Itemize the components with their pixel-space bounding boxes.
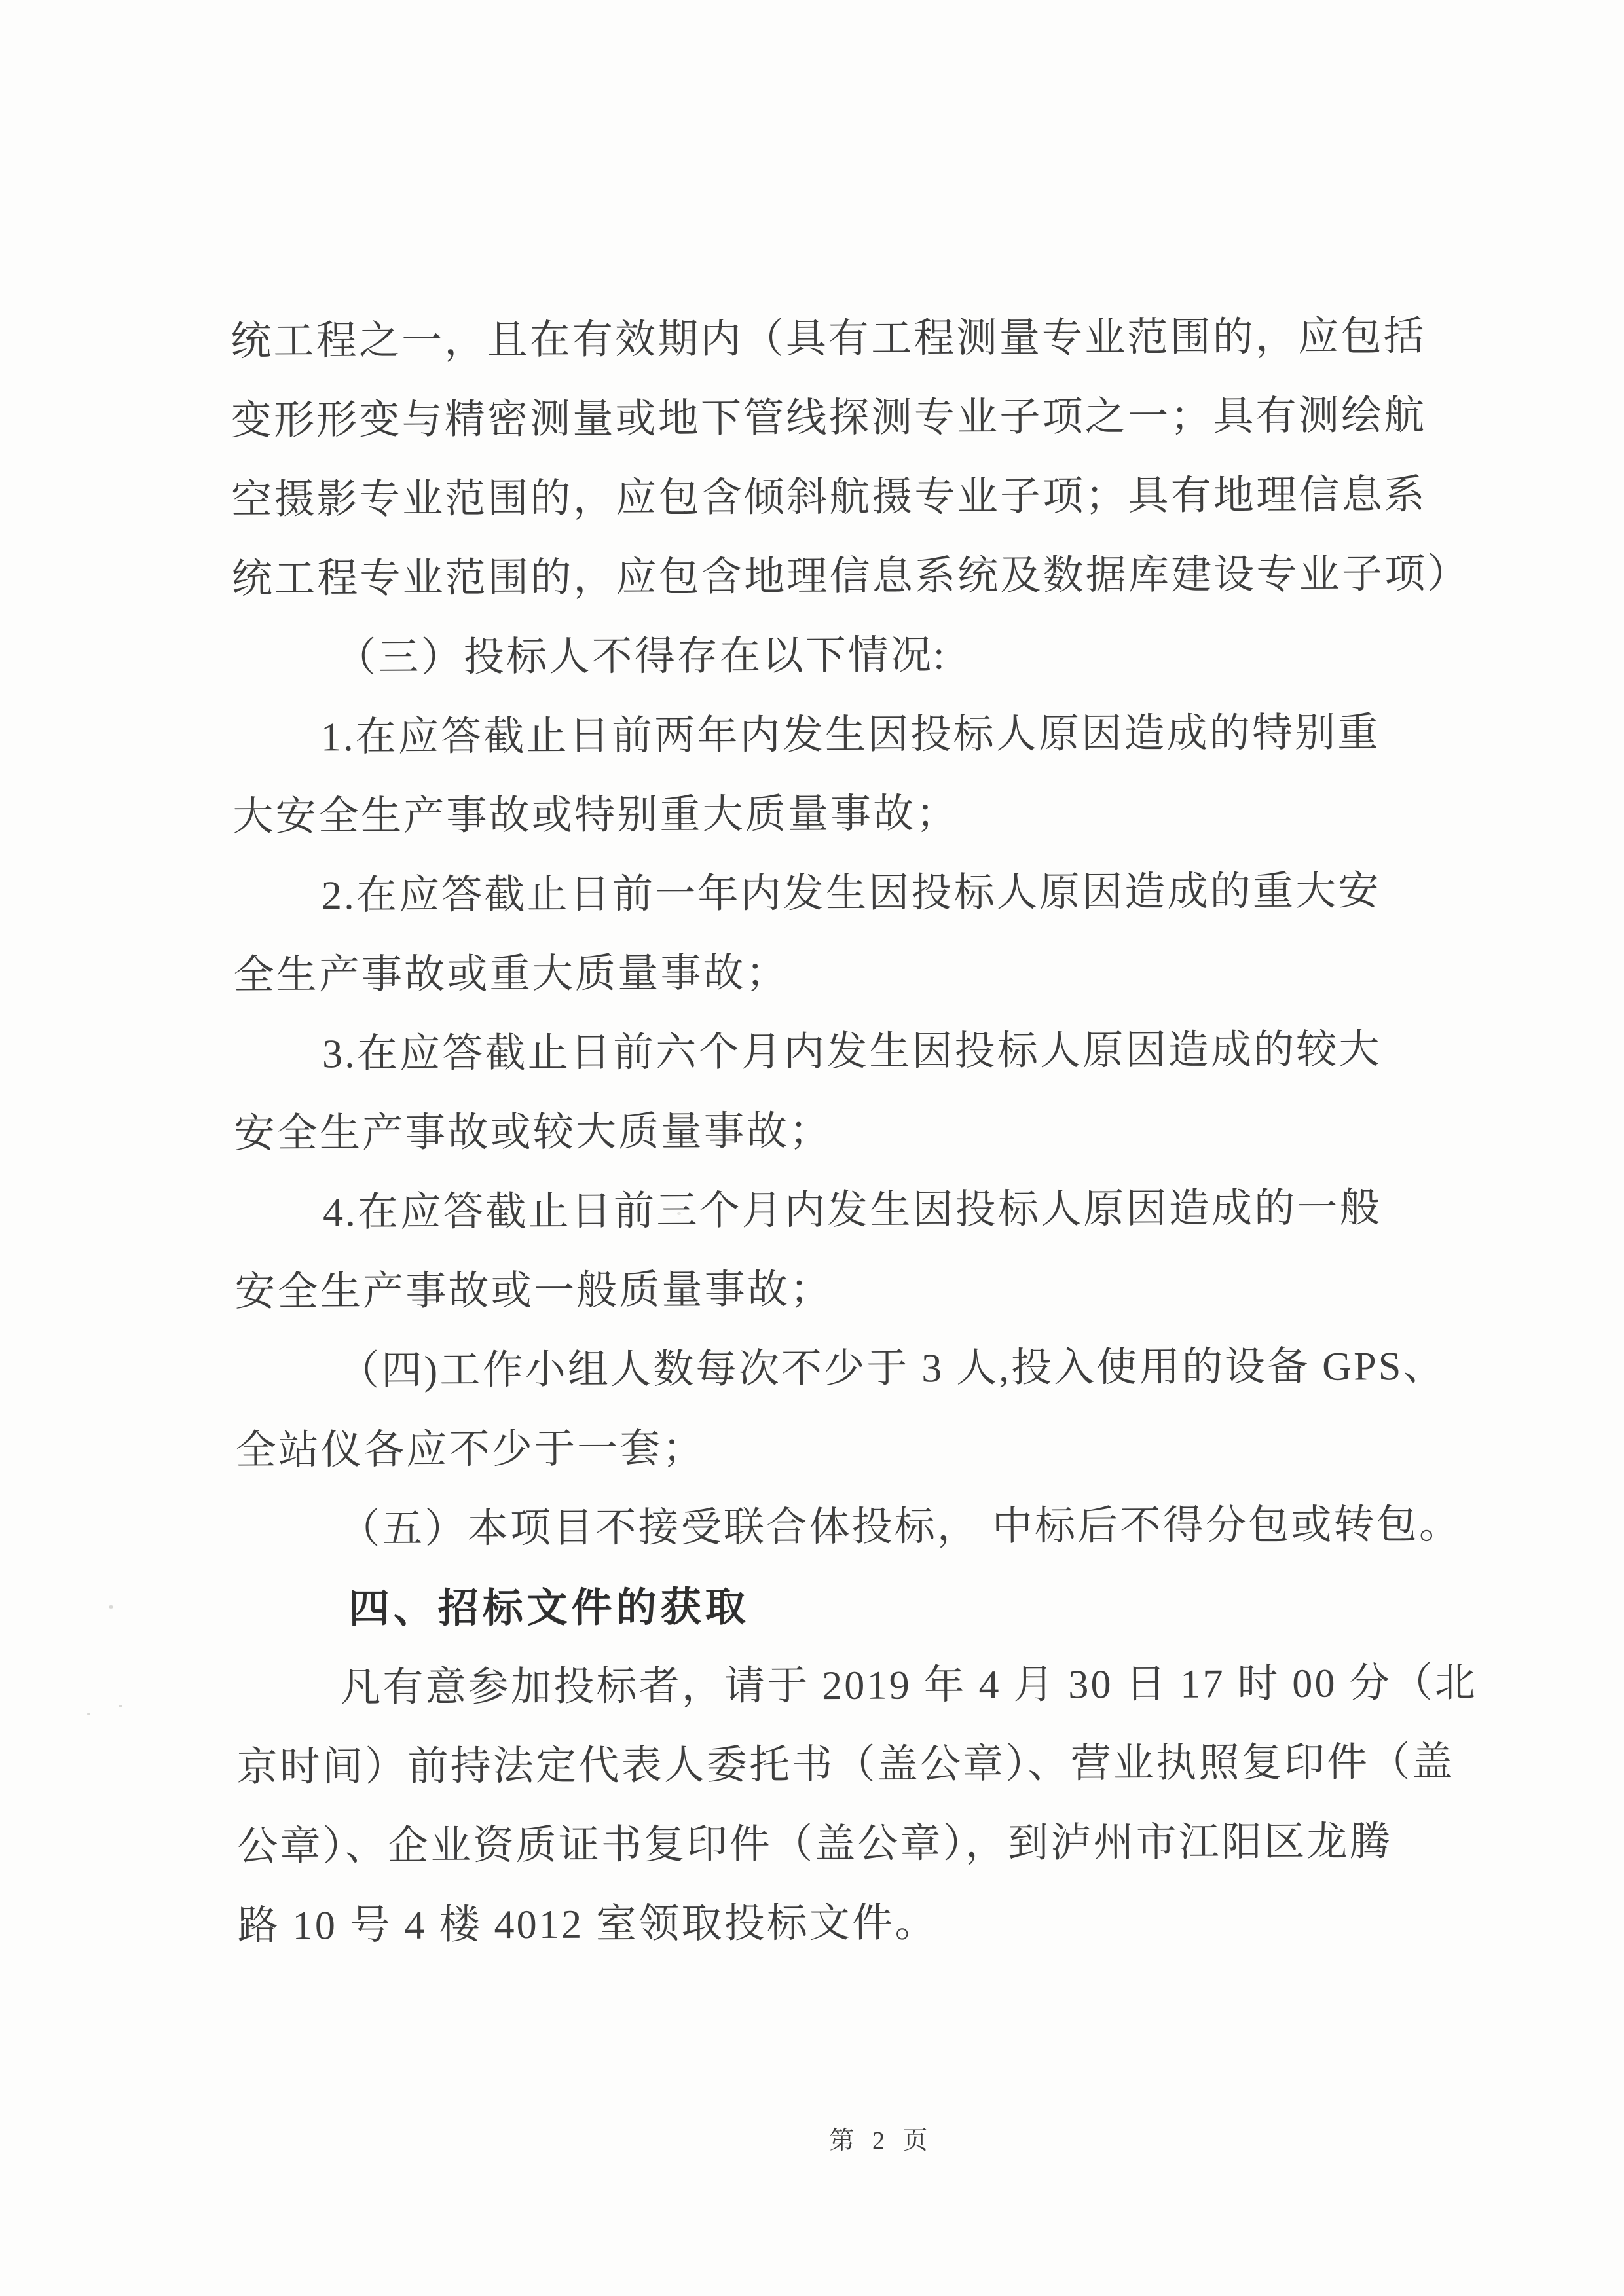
scan-noise-speck [119, 1705, 122, 1707]
acquisition-paragraph-line-3: 公章）、企业资质证书复印件（盖公章），到泸州市江阳区龙腾 [237, 1819, 1393, 1869]
scan-noise-speck [87, 1713, 90, 1715]
item-1-line: 1.在应答截止日前两年内发生因投标人原因造成的特别重 [320, 710, 1380, 760]
item-3-line: 3.在应答截止日前六个月内发生因投标人原因造成的较大 [322, 1027, 1382, 1077]
item-2-continuation-line: 全生产事故或重大质量事故； [233, 951, 789, 998]
clause-3-heading-line: （三）投标人不得存在以下情况: [335, 633, 947, 681]
body-line-1: 统工程之一，且在有效期内（具有工程测量专业范围的，应包括 [231, 314, 1427, 364]
acquisition-paragraph-line-4: 路 10 号 4 楼 4012 室领取投标文件。 [237, 1901, 938, 1948]
item-2-line: 2.在应答截止日前一年内发生因投标人原因造成的重大安 [321, 869, 1381, 919]
scan-noise-speck [677, 1212, 681, 1215]
body-line-4: 统工程专业范围的，应包含地理信息系统及数据库建设专业子项） [231, 551, 1470, 602]
clause-4-continuation-line: 全站仪各应不少于一套； [235, 1426, 705, 1473]
scan-noise-speck [109, 1605, 113, 1609]
document-text-block [231, 297, 1478, 1966]
clause-4-line: （四)工作小组人数每次不少于 3 人,投入使用的设备 GPS、 [338, 1343, 1446, 1394]
body-line-3: 空摄影专业范围的，应包含倾斜航摄专业子项；具有地理信息系 [231, 473, 1428, 522]
item-4-line: 4.在应答截止日前三个月内发生因投标人原因造成的一般 [322, 1186, 1382, 1235]
item-1-continuation-line: 大安全生产事故或特别重大质量事故； [232, 792, 959, 839]
acquisition-paragraph-line-2: 京时间）前持法定代表人委托书（盖公章）、营业执照复印件（盖 [236, 1740, 1455, 1790]
body-line-2: 变形形变与精密测量或地下管线探测专业子项之一；具有测绘航 [231, 393, 1427, 443]
acquisition-paragraph-line-1: 凡有意参加投标者，请于 2019 年 4 月 30 日 17 时 00 分（北 [340, 1660, 1478, 1711]
clause-5-line: （五）本项目不接受联合体投标， 中标后不得分包或转包。 [339, 1502, 1462, 1552]
page-number: 第 2 页 [829, 2127, 934, 2155]
item-4-continuation-line: 安全生产事故或一般质量事故； [234, 1267, 833, 1315]
item-3-continuation-line: 安全生产事故或较大质量事故； [234, 1109, 832, 1156]
section-heading: 四、招标文件的获取 [348, 1584, 750, 1632]
